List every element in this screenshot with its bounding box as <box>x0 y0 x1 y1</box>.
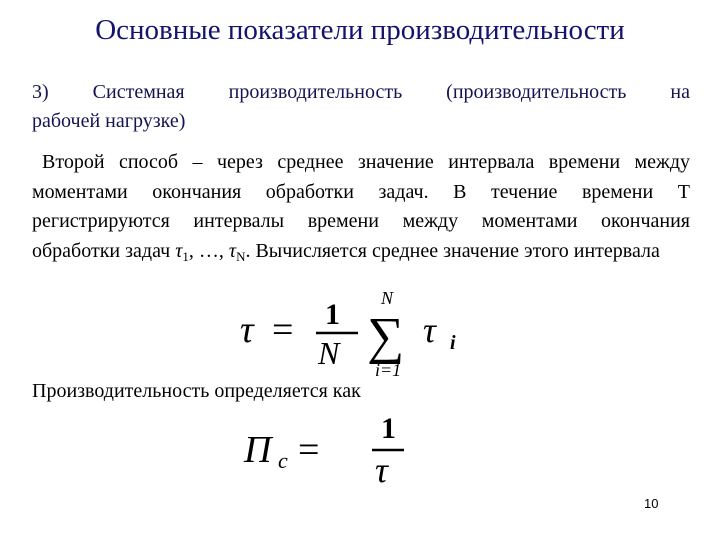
mean-interval-formula <box>240 290 470 385</box>
formula1-equals: = <box>272 309 294 351</box>
body-paragraph <box>32 148 690 271</box>
sum-icon: ∑ <box>367 308 405 365</box>
formula1-term: τ <box>423 310 436 350</box>
body-part1: Второй способ – через среднее значение интервала времени между моментами окончания обработки задач. В течение времени T регистрируются интервалы времени между моментами окончания обработки задач <box>32 151 690 262</box>
body-part2: . Вычисляется среднее значение этого интервала <box>245 239 660 262</box>
tau-symbol-1: τ <box>175 239 183 262</box>
page-number: 10 <box>644 496 659 511</box>
tau-symbol-n: τ <box>228 239 237 262</box>
subscript-n: N <box>236 248 246 264</box>
formula2-numerator: 1 <box>381 412 396 445</box>
point-heading-line2: рабочей нагрузке) <box>32 110 186 132</box>
formula1-denominator: N <box>318 335 340 371</box>
subscript-1: 1 <box>182 248 189 264</box>
formula1-index: i <box>450 332 456 354</box>
point-heading <box>32 78 690 136</box>
point-heading-line1: 3) Системная производительность (производительность на <box>32 81 690 103</box>
formula1-numerator: 1 <box>325 298 340 331</box>
formula1-lhs: τ <box>240 309 254 351</box>
formula2-subscript: c <box>278 448 288 473</box>
formula1-sum-lower: i=1 <box>375 360 402 380</box>
ellipsis: , …, <box>188 239 229 262</box>
formula2-equals: = <box>298 429 320 471</box>
formula1-sum-upper: N <box>381 288 394 308</box>
formula2-lhs: П <box>244 429 272 471</box>
formula2-denominator: τ <box>375 450 388 490</box>
performance-formula <box>244 412 424 497</box>
slide-title: Основные показатели производительности <box>95 14 625 46</box>
performance-text: Производительность определяется как <box>32 380 361 402</box>
